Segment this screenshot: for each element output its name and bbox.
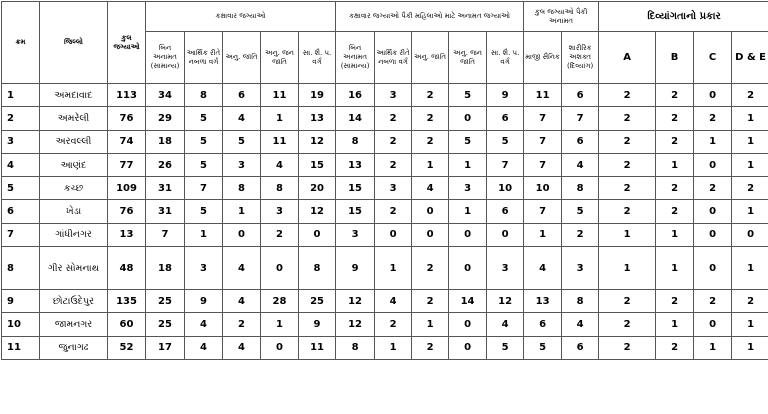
row-value: 1: [261, 107, 299, 130]
row-district: જામનગર: [40, 313, 108, 336]
row-value: 1: [599, 247, 656, 290]
row-value: 0: [732, 223, 768, 246]
row-value: 2: [599, 107, 656, 130]
row-value: 2: [261, 223, 299, 246]
row-value: 2: [375, 107, 412, 130]
row-value: 5: [185, 107, 223, 130]
row-value: 3: [487, 247, 524, 290]
row-value: 7: [524, 153, 562, 176]
row-value: 6: [223, 84, 261, 107]
row-index: 6: [2, 200, 40, 223]
row-value: 5: [449, 84, 487, 107]
row-value: 5: [487, 336, 524, 359]
row-value: 2: [694, 107, 732, 130]
row-value: 15: [299, 153, 336, 176]
header-sub: માજી સૈનિક: [524, 32, 562, 84]
row-value: 2: [694, 290, 732, 313]
row-value: 34: [146, 84, 185, 107]
row-index: 7: [2, 223, 40, 246]
row-value: 12: [299, 200, 336, 223]
row-district: આણંદ: [40, 153, 108, 176]
header-special-group: કુલ જગ્યાઓ પૈકી અનામત: [524, 2, 599, 32]
row-value: 15: [336, 200, 375, 223]
row-value: 8: [562, 177, 599, 200]
row-value: 1: [732, 107, 768, 130]
table-row: [2, 153, 768, 176]
header-women-group: કક્ષાવાર જગ્યાઓ પૈકી મહિલાઓ માટે અનામત જગ્યાઓ: [336, 2, 524, 32]
row-value: 18: [146, 130, 185, 153]
row-value: 0: [694, 313, 732, 336]
row-total: 113: [108, 84, 146, 107]
row-value: 8: [562, 290, 599, 313]
row-index: 4: [2, 153, 40, 176]
row-value: 2: [599, 177, 656, 200]
row-value: 3: [562, 247, 599, 290]
header-sub: અનુ. જન જાતિ: [449, 32, 487, 84]
row-value: 3: [336, 223, 375, 246]
row-value: 2: [732, 290, 768, 313]
row-value: 2: [599, 84, 656, 107]
row-district: અરવલ્લી: [40, 130, 108, 153]
row-value: 0: [299, 223, 336, 246]
row-value: 8: [336, 130, 375, 153]
row-value: 12: [487, 290, 524, 313]
row-value: 5: [524, 336, 562, 359]
row-value: 0: [412, 200, 449, 223]
row-district: ખેડા: [40, 200, 108, 223]
row-value: 19: [299, 84, 336, 107]
row-value: 7: [185, 177, 223, 200]
row-index: 8: [2, 247, 40, 290]
row-value: 4: [562, 153, 599, 176]
row-value: 3: [185, 247, 223, 290]
row-value: 0: [449, 336, 487, 359]
row-value: 2: [599, 130, 656, 153]
row-value: 7: [524, 107, 562, 130]
row-total: 52: [108, 336, 146, 359]
row-index: 9: [2, 290, 40, 313]
row-value: 2: [599, 313, 656, 336]
row-value: 14: [336, 107, 375, 130]
row-value: 3: [375, 177, 412, 200]
row-value: 15: [336, 177, 375, 200]
row-district: અમદાવાદ: [40, 84, 108, 107]
row-value: 1: [732, 200, 768, 223]
row-value: 0: [375, 223, 412, 246]
row-value: 17: [146, 336, 185, 359]
row-value: 8: [223, 177, 261, 200]
row-value: 4: [185, 313, 223, 336]
header-disability-de: D & E: [732, 32, 768, 84]
row-value: 29: [146, 107, 185, 130]
row-value: 1: [732, 153, 768, 176]
row-district: છોટાઉદેપુર: [40, 290, 108, 313]
row-value: 8: [185, 84, 223, 107]
header-sub: બિન અનામત (સામાન્ય): [336, 32, 375, 84]
row-value: 1: [732, 247, 768, 290]
row-value: 4: [412, 177, 449, 200]
row-value: 9: [185, 290, 223, 313]
row-value: 4: [223, 290, 261, 313]
header-district: જિલ્લો: [40, 2, 108, 84]
row-value: 0: [694, 153, 732, 176]
row-value: 2: [656, 107, 694, 130]
row-value: 0: [449, 223, 487, 246]
row-value: 12: [299, 130, 336, 153]
row-value: 31: [146, 177, 185, 200]
header-disability-a: A: [599, 32, 656, 84]
row-value: 6: [524, 313, 562, 336]
row-value: 10: [524, 177, 562, 200]
table-row: [2, 200, 768, 223]
table-row: [2, 107, 768, 130]
row-value: 2: [412, 107, 449, 130]
row-value: 5: [487, 130, 524, 153]
row-value: 18: [146, 247, 185, 290]
row-value: 2: [562, 223, 599, 246]
row-value: 2: [732, 177, 768, 200]
row-value: 1: [732, 130, 768, 153]
row-value: 8: [299, 247, 336, 290]
row-value: 2: [656, 200, 694, 223]
row-value: 6: [487, 200, 524, 223]
row-value: 11: [524, 84, 562, 107]
row-value: 3: [449, 177, 487, 200]
row-index: 11: [2, 336, 40, 359]
row-value: 0: [449, 107, 487, 130]
table-row: [2, 130, 768, 153]
row-value: 2: [375, 313, 412, 336]
row-value: 25: [299, 290, 336, 313]
row-district: ગાંધીનગર: [40, 223, 108, 246]
row-value: 1: [223, 200, 261, 223]
row-value: 2: [656, 290, 694, 313]
row-total: 77: [108, 153, 146, 176]
row-value: 5: [185, 153, 223, 176]
header-disability-c: C: [694, 32, 732, 84]
row-total: 135: [108, 290, 146, 313]
row-value: 1: [524, 223, 562, 246]
row-value: 14: [449, 290, 487, 313]
table-body: [2, 84, 768, 360]
header-sub: અનુ. જાતિ: [412, 32, 449, 84]
header-sub: આર્થિક રીતે નબળા વર્ગ: [185, 32, 223, 84]
row-value: 2: [599, 153, 656, 176]
row-value: 0: [694, 84, 732, 107]
table-row: [2, 177, 768, 200]
row-index: 1: [2, 84, 40, 107]
row-value: 5: [185, 130, 223, 153]
row-value: 2: [375, 200, 412, 223]
row-value: 31: [146, 200, 185, 223]
table-row: [2, 247, 768, 290]
row-district: જુનાગઢ: [40, 336, 108, 359]
row-value: 2: [375, 153, 412, 176]
row-value: 7: [562, 107, 599, 130]
row-value: 5: [223, 130, 261, 153]
table-row: [2, 223, 768, 246]
row-value: 2: [412, 336, 449, 359]
table-row: [2, 290, 768, 313]
row-value: 1: [185, 223, 223, 246]
header-sub: સા. શૈ. પ. વર્ગ: [299, 32, 336, 84]
row-value: 8: [336, 336, 375, 359]
row-value: 2: [412, 247, 449, 290]
table-row: [2, 313, 768, 336]
row-value: 0: [261, 247, 299, 290]
row-value: 16: [336, 84, 375, 107]
row-value: 1: [412, 153, 449, 176]
row-value: 1: [732, 336, 768, 359]
row-value: 9: [299, 313, 336, 336]
row-value: 1: [599, 223, 656, 246]
row-value: 2: [375, 130, 412, 153]
row-value: 1: [656, 313, 694, 336]
row-index: 3: [2, 130, 40, 153]
row-value: 4: [524, 247, 562, 290]
row-value: 0: [449, 247, 487, 290]
row-value: 1: [261, 313, 299, 336]
row-value: 26: [146, 153, 185, 176]
header-sub: શારીરિક અશક્ત (દિવ્યાંગ): [562, 32, 599, 84]
row-value: 1: [656, 153, 694, 176]
row-total: 13: [108, 223, 146, 246]
header-index: ક્રમ: [2, 2, 40, 84]
row-value: 2: [223, 313, 261, 336]
row-value: 7: [524, 200, 562, 223]
header-sub: અનુ. જાતિ: [223, 32, 261, 84]
row-value: 5: [562, 200, 599, 223]
row-value: 9: [487, 84, 524, 107]
header-total: કુલ જગ્યાઓ: [108, 2, 146, 84]
row-value: 4: [185, 336, 223, 359]
row-value: 0: [694, 200, 732, 223]
row-value: 11: [299, 336, 336, 359]
table-row: [2, 336, 768, 359]
row-value: 2: [656, 177, 694, 200]
row-value: 6: [562, 336, 599, 359]
row-value: 0: [694, 247, 732, 290]
row-district: ગીર સોમનાથ: [40, 247, 108, 290]
row-value: 0: [449, 313, 487, 336]
row-value: 12: [336, 313, 375, 336]
header-sub: બિન અનામત (સામાન્ય): [146, 32, 185, 84]
row-district: કચ્છ: [40, 177, 108, 200]
row-value: 3: [223, 153, 261, 176]
row-value: 4: [223, 336, 261, 359]
row-value: 7: [524, 130, 562, 153]
row-value: 13: [299, 107, 336, 130]
row-value: 20: [299, 177, 336, 200]
header-sub: અનુ. જન જાતિ: [261, 32, 299, 84]
row-value: 1: [732, 313, 768, 336]
row-value: 0: [261, 336, 299, 359]
row-index: 10: [2, 313, 40, 336]
row-value: 4: [261, 153, 299, 176]
row-value: 2: [412, 130, 449, 153]
row-value: 4: [223, 107, 261, 130]
row-value: 25: [146, 313, 185, 336]
row-total: 74: [108, 130, 146, 153]
row-value: 5: [185, 200, 223, 223]
row-value: 0: [412, 223, 449, 246]
row-value: 7: [487, 153, 524, 176]
row-value: 0: [694, 223, 732, 246]
row-value: 11: [261, 130, 299, 153]
row-value: 2: [412, 290, 449, 313]
row-district: અમરેલી: [40, 107, 108, 130]
header-sub: સા. શૈ. પ. વર્ગ: [487, 32, 524, 84]
row-value: 1: [656, 223, 694, 246]
row-value: 1: [375, 336, 412, 359]
row-total: 48: [108, 247, 146, 290]
row-index: 5: [2, 177, 40, 200]
row-value: 2: [656, 130, 694, 153]
row-value: 28: [261, 290, 299, 313]
header-disability-group: દિવ્યાંગતાનો પ્રકાર: [599, 2, 768, 32]
row-value: 1: [694, 130, 732, 153]
row-value: 4: [562, 313, 599, 336]
row-value: 7: [146, 223, 185, 246]
row-value: 3: [261, 200, 299, 223]
row-value: 4: [487, 313, 524, 336]
row-value: 1: [375, 247, 412, 290]
row-value: 1: [694, 336, 732, 359]
row-value: 0: [487, 223, 524, 246]
row-value: 2: [599, 290, 656, 313]
row-value: 1: [449, 153, 487, 176]
row-value: 6: [562, 130, 599, 153]
row-value: 3: [375, 84, 412, 107]
row-value: 8: [261, 177, 299, 200]
row-value: 2: [412, 84, 449, 107]
row-value: 9: [336, 247, 375, 290]
row-total: 109: [108, 177, 146, 200]
table-row: [2, 84, 768, 107]
row-value: 1: [656, 247, 694, 290]
row-value: 6: [487, 107, 524, 130]
row-total: 76: [108, 107, 146, 130]
row-value: 0: [223, 223, 261, 246]
row-value: 4: [375, 290, 412, 313]
row-value: 2: [656, 84, 694, 107]
header-category-group: કક્ષાવાર જગ્યાઓ: [146, 2, 336, 32]
row-value: 10: [487, 177, 524, 200]
row-total: 60: [108, 313, 146, 336]
row-value: 2: [599, 336, 656, 359]
row-value: 1: [412, 313, 449, 336]
row-value: 12: [336, 290, 375, 313]
row-value: 5: [449, 130, 487, 153]
row-value: 11: [261, 84, 299, 107]
row-value: 2: [599, 200, 656, 223]
row-value: 2: [656, 336, 694, 359]
row-value: 6: [562, 84, 599, 107]
row-value: 13: [336, 153, 375, 176]
row-value: 2: [694, 177, 732, 200]
header-disability-b: B: [656, 32, 694, 84]
row-value: 13: [524, 290, 562, 313]
header-sub: આર્થિક રીતે નબળા વર્ગ: [375, 32, 412, 84]
row-index: 2: [2, 107, 40, 130]
row-total: 76: [108, 200, 146, 223]
row-value: 4: [223, 247, 261, 290]
row-value: 2: [732, 84, 768, 107]
row-value: 1: [449, 200, 487, 223]
recruitment-table: [1, 1, 768, 360]
row-value: 25: [146, 290, 185, 313]
